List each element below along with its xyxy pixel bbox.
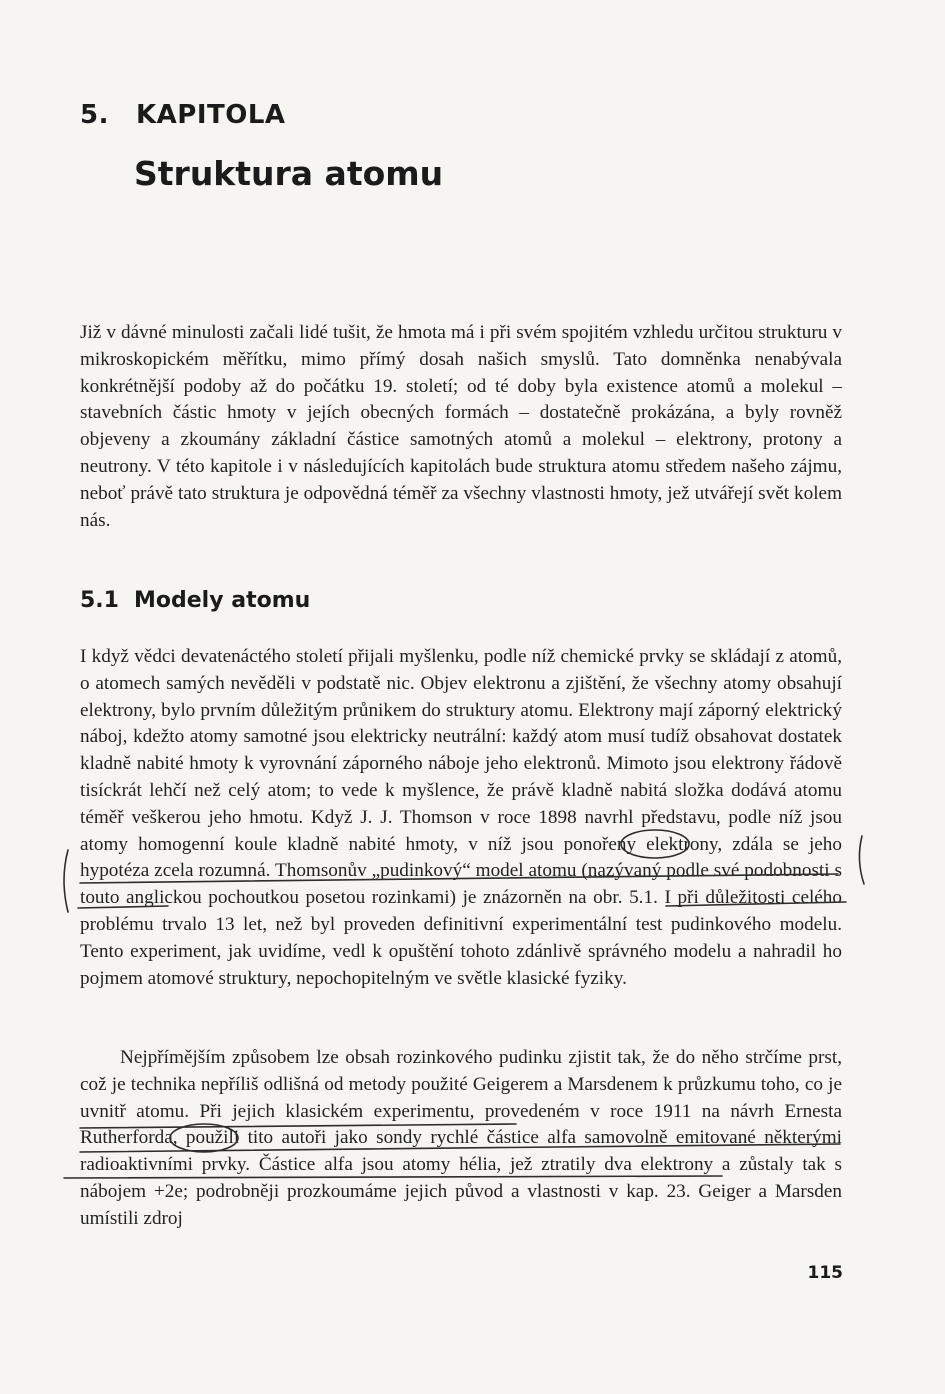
intro-paragraph: Již v dávné minulosti začali lidé tušit, že hmota má i při svém spojitém vzhledu určitou strukturu v mikroskopickém měřítku, mimo přímý dosah našich smyslů. Tato domněnka nenabývala konkrétnější podoby až do počátku 19. století; od té doby byla existence atomů a molekul – stavebních částic hmoty v jejích obecných formách – dostatečně prokázána, a byly rovněž objeveny a zkoumány základní částice samotných atomů a molekul – elektrony, protony a neutrony. V této kapitole i v následujících kapitolách bude struktura atomu středem našeho zájmu, neboť právě tato struktura je odpovědná téměř za všechny vlastnosti hmoty, jež utvářejí svět kolem nás. — [80, 322, 842, 531]
section-paragraph: Nejpřímějším způsobem lze obsah rozinkového pudinku zjistit tak, že do něho strčíme prst, což je technika nepříliš odlišná od metody použité Geigerem a Marsdenem k průzkumu toho, co je uvnitř atomu. Při jejich klasickém experimentu, provedeném v roce 1911 na návrh Ernesta Rutherforda, použili tito autoři jako sondy rychlé částice alfa samovolně emitované některými radioaktivními prvky. Částice alfa jsou atomy hélia, jež ztratily dva elektrony a zůstaly tak s nábojem +2e; podrobněji prozkoumáme jejich původ a vlastnosti v kap. 23. Geiger a Marsden umístili zdroj — [80, 1047, 842, 1229]
chapter-heading — [80, 100, 286, 130]
section-title: Modely atomu — [134, 588, 311, 613]
pen-margin-bracket — [859, 836, 864, 884]
section-heading — [80, 588, 310, 613]
section-number: 5.1 — [80, 588, 119, 613]
pen-margin-bracket — [64, 850, 68, 912]
chapter-label: KAPITOLA — [136, 100, 286, 130]
page-number: 115 — [807, 1263, 843, 1283]
section-paragraph: I když vědci devatenáctého století přijali myšlenku, podle níž chemické prvky se skládají z atomů, o atomech samých nevěděli v podstatě nic. Objev elektronu a zjištění, že všechny atomy obsahují elektrony, bylo prvním důležitým průnikem do struktury atomu. Elektrony mají záporný elektrický náboj, kdežto atomy samotné jsou elektricky neutrální: každý atom musí tudíž obsahovat dostatek kladně nabité hmoty k vyrovnání záporného náboje jeho elektronů. Mimoto jsou elektrony řádově tisíckrát lehčí než celý atom; to vede k myšlence, že právě kladně nabitá složka dodává atomu téměř veškerou jeho hmotu. Když J. J. Thomson v roce 1898 navrhl představu, podle níž jsou atomy homogenní koule kladně nabité hmoty, v níž jsou ponořeny elektrony, zdála se jeho hypotéza zcela rozumná. Thomsonův „pudinkový“ model atomu (nazývaný podle své podobnosti s touto anglickou pochoutkou posetou rozinkami) je znázorněn na obr. 5.1. I při důležitosti celého problému trvalo 13 let, než byl proveden definitivní experimentální test pudinkového modelu. Tento experiment, jak uvidíme, vedl k opuštění tohoto zdánlivě správného modelu a nahradil ho pojmem atomové struktury, nepochopitelným ve světle klasické fyziky. — [80, 646, 842, 989]
chapter-title: Struktura atomu — [134, 154, 444, 193]
chapter-number: 5. — [80, 100, 109, 130]
